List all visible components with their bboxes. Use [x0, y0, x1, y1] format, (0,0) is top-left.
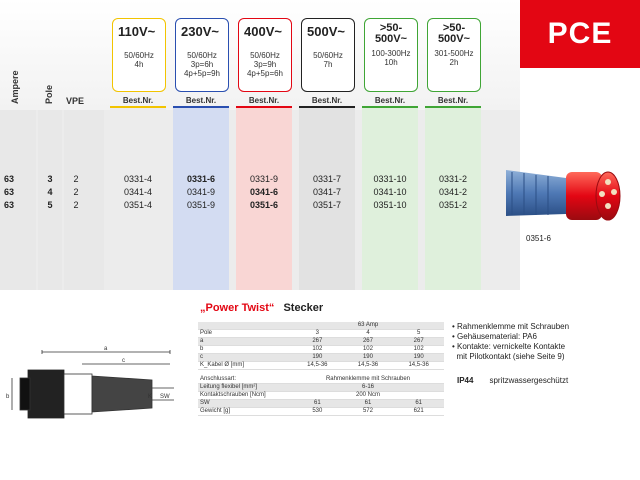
spec-row [198, 384, 444, 392]
spec-header-cell: 63 Amp [292, 322, 444, 330]
voltage-header-box [112, 18, 166, 92]
voltage-pos: 3p=6h [190, 60, 214, 69]
spec-value: Rahmenklemme mit Schrauben [292, 376, 444, 384]
voltage-pos: 7h [323, 60, 333, 69]
order-number: 0341-4 [123, 187, 153, 197]
spec-row [198, 392, 444, 400]
order-number: 0341-6 [249, 187, 279, 197]
spec-value: 102 [292, 346, 343, 354]
drawing-label-sw: SW [160, 394, 170, 400]
order-number: 0331-10 [373, 174, 407, 184]
spec-value: 102 [393, 346, 444, 354]
voltage-header-box [364, 18, 418, 92]
spec-label: a [198, 338, 292, 346]
order-number: 0331-2 [438, 174, 468, 184]
order-number: 0351-2 [438, 200, 468, 210]
order-number: 0331-7 [312, 174, 342, 184]
best-nr-header: Best.Nr. [311, 96, 343, 105]
best-nr-underline [425, 106, 481, 108]
best-nr-header: Best.Nr. [185, 96, 217, 105]
drawing-label-a: a [104, 346, 108, 352]
order-number: 0331-4 [123, 174, 153, 184]
ip-rating [457, 376, 568, 385]
order-number: 0351-9 [186, 200, 216, 210]
row-ampere: 63 [3, 200, 14, 210]
order-number: 0331-9 [249, 174, 279, 184]
row-pole: 4 [47, 187, 53, 197]
spec-label: SW [198, 400, 292, 408]
ip-text: spritzwassergeschützt [489, 376, 569, 385]
voltage-title: 500V~ [307, 24, 345, 39]
voltage-pos2: 4p+5p=6h [246, 69, 284, 78]
best-nr-underline [362, 106, 418, 108]
row-vpe: 2 [73, 174, 79, 184]
best-nr-underline [173, 106, 229, 108]
pole-header: Pole [44, 84, 54, 104]
row-pole: 5 [47, 200, 53, 210]
vpe-header: VPE [66, 96, 85, 106]
best-nr-header: Best.Nr. [122, 96, 154, 105]
spec-label: b [198, 346, 292, 354]
voltage-column-fill [236, 108, 292, 290]
spec-row [198, 330, 444, 338]
spec-value: 61 [343, 400, 394, 408]
voltage-freq: 50/60Hz [124, 51, 154, 60]
voltage-header-box [238, 18, 292, 92]
spec-value: 267 [343, 338, 394, 346]
order-number: 0341-7 [312, 187, 342, 197]
voltage-freq: 301-500Hz [434, 49, 474, 58]
spec-value: 61 [393, 400, 444, 408]
best-nr-header: Best.Nr. [374, 96, 406, 105]
spec-value: 14,5-36 [292, 362, 343, 370]
spec-label: Pole [198, 330, 292, 338]
spec-value: 572 [343, 408, 394, 416]
row-pole: 3 [47, 174, 53, 184]
voltage-pos2: 4p+5p=9h [183, 69, 221, 78]
order-number: 0341-9 [186, 187, 216, 197]
voltage-title: >50- 500V~ [374, 22, 408, 45]
spec-row [198, 376, 444, 384]
voltage-freq: 50/60Hz [187, 51, 217, 60]
voltage-freq: 50/60Hz [250, 51, 280, 60]
spec-table [198, 322, 444, 416]
voltage-title: 110V~ [118, 24, 156, 39]
feature-item: mit Pilotkontakt (siehe Seite 9) [452, 352, 565, 361]
order-number: 0351-4 [123, 200, 153, 210]
spec-row [198, 338, 444, 346]
product-title-name: „Power Twist“ [200, 302, 275, 314]
feature-list [452, 322, 569, 362]
voltage-column-fill [362, 108, 418, 290]
spec-value: 14,5-36 [343, 362, 394, 370]
order-number: 0341-10 [373, 187, 407, 197]
voltage-title: >50- 500V~ [437, 22, 471, 45]
order-number: 0341-2 [438, 187, 468, 197]
spec-header-row [198, 322, 444, 330]
best-nr-underline [299, 106, 355, 108]
spec-value: 621 [393, 408, 444, 416]
row-vpe: 2 [73, 200, 79, 210]
feature-item: • Kontakte: vernickelte Kontakte [452, 342, 566, 351]
pce-logo [520, 0, 640, 68]
spec-label: Kontaktschrauben [Ncm] [198, 392, 292, 400]
spec-label: Leitung flexibel [mm²] [198, 384, 292, 392]
voltage-freq: 50/60Hz [313, 51, 343, 60]
plug-product-image [496, 160, 626, 240]
order-number: 0351-6 [249, 200, 279, 210]
best-nr-underline [236, 106, 292, 108]
spec-value: 267 [393, 338, 444, 346]
spec-label: Gewicht [g] [198, 408, 292, 416]
product-title [200, 302, 323, 314]
voltage-header-box [427, 18, 481, 92]
voltage-column-fill [299, 108, 355, 290]
spec-row [198, 346, 444, 354]
order-number: 0351-10 [373, 200, 407, 210]
technical-drawing [2, 340, 178, 430]
drawing-label-k: K [148, 394, 153, 400]
brand-text: PCE [547, 17, 613, 50]
spec-value: 14,5-36 [393, 362, 444, 370]
spec-header-blank [198, 322, 292, 330]
voltage-column-fill [173, 108, 229, 290]
voltage-pos: 2h [449, 58, 459, 67]
spec-label: c [198, 354, 292, 362]
voltage-pos: 3p=9h [253, 60, 277, 69]
spec-value: 3 [292, 330, 343, 338]
order-number: 0331-6 [186, 174, 216, 184]
voltage-freq: 100-300Hz [371, 49, 411, 58]
voltage-pos: 4h [134, 60, 144, 69]
drawing-label-b: b [6, 394, 10, 400]
order-number: 0351-7 [312, 200, 342, 210]
product-image-label: 0351-6 [526, 234, 551, 243]
drawing-label-c: c [122, 358, 125, 364]
spec-value: 61 [292, 400, 343, 408]
spec-value: 4 [343, 330, 394, 338]
spec-label: Anschlussart: [198, 376, 292, 384]
spec-value: 6-16 [292, 384, 444, 392]
best-nr-header: Best.Nr. [437, 96, 469, 105]
spec-row [198, 362, 444, 370]
feature-item: • Gehäusematerial: PA6 [452, 332, 537, 341]
spec-value: 102 [343, 346, 394, 354]
spec-value: 190 [393, 354, 444, 362]
row-vpe: 2 [73, 187, 79, 197]
spec-value: 267 [292, 338, 343, 346]
best-nr-underline [110, 106, 166, 108]
voltage-title: 400V~ [244, 24, 282, 39]
voltage-pos: 10h [384, 58, 398, 67]
product-title-type: Stecker [283, 302, 324, 314]
spec-value: 190 [343, 354, 394, 362]
row-ampere: 63 [3, 174, 14, 184]
spec-value: 530 [292, 408, 343, 416]
feature-item: • Rahmenklemme mit Schrauben [452, 322, 570, 331]
voltage-title: 230V~ [181, 24, 219, 39]
spec-value: 200 Ncm [292, 392, 444, 400]
voltage-column-fill [425, 108, 481, 290]
ampere-header: Ampere [10, 70, 20, 104]
spec-row [198, 400, 444, 408]
best-nr-header: Best.Nr. [248, 96, 280, 105]
row-ampere: 63 [3, 187, 14, 197]
ip-code: IP44 [457, 376, 474, 385]
spec-label: K_Kabel Ø [mm] [198, 362, 292, 370]
voltage-header-box [301, 18, 355, 92]
spec-row [198, 354, 444, 362]
voltage-column-fill [110, 108, 166, 290]
spec-value: 5 [393, 330, 444, 338]
spec-row [198, 408, 444, 416]
spec-value: 190 [292, 354, 343, 362]
voltage-header-box [175, 18, 229, 92]
